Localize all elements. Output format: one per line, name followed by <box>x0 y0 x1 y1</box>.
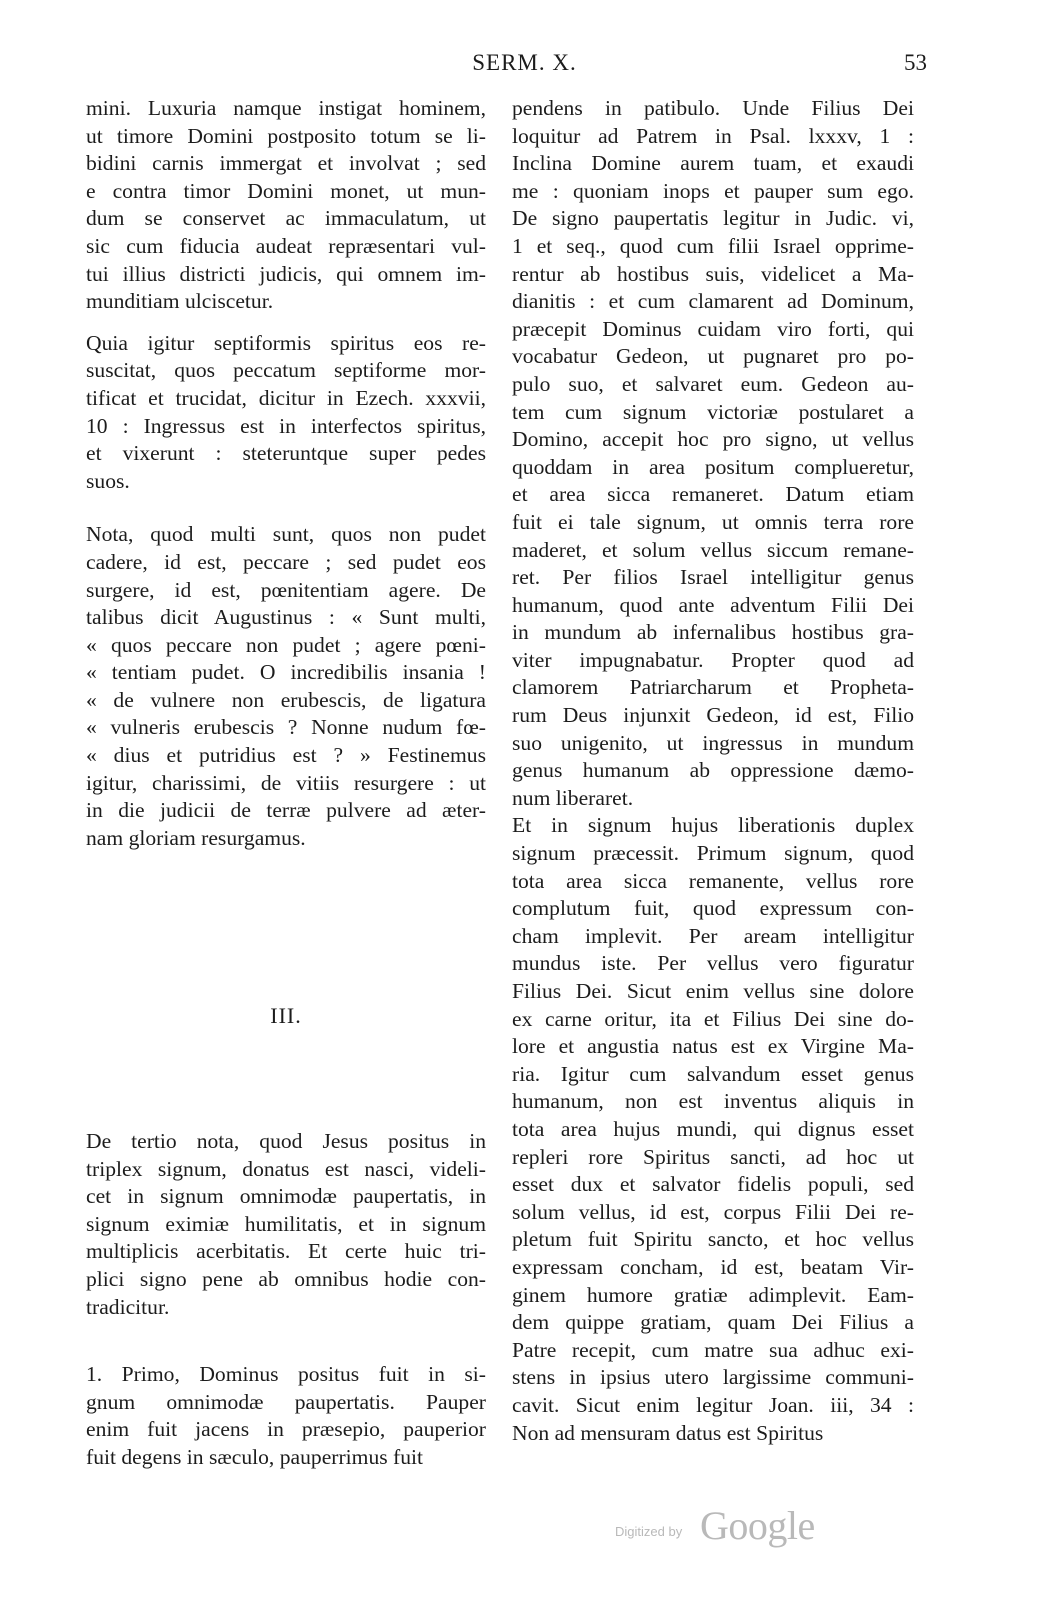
text-line: Non ad mensuram datus est Spiritus <box>512 1420 824 1445</box>
watermark-prefix: Digitized by <box>615 1524 683 1539</box>
text-line: igitur, charissimi, de vitiis resurgere : ut <box>86 770 486 795</box>
text-line: in die judicii de terræ pulvere ad æter- <box>86 798 486 823</box>
text-line: lore et angustia natus est ex Virgine Ma- <box>512 1034 914 1059</box>
text-line: expressam concham, id est, beatam Vir- <box>512 1254 914 1279</box>
text-line: « tentiam pudet. O incredibilis insania ! <box>86 660 486 685</box>
text-line: Patre recepit, cum matre sua adhuc exi- <box>512 1337 914 1362</box>
text-line: et vixerunt : steteruntque super pedes <box>86 441 486 466</box>
text-line: Inclina Domine aurem tuam, et exaudi <box>512 151 914 176</box>
text-line: bidini carnis immergat et involvat ; sed <box>86 151 486 176</box>
text-line: in mundum ab infernalibus hostibus gra- <box>512 620 914 645</box>
text-line: sic cum fiducia audeat repræsentari vul- <box>86 233 486 258</box>
text-line: pendens in patibulo. Unde Filius Dei <box>512 96 914 120</box>
text-line: e contra timor Domini monet, ut mun- <box>86 178 486 203</box>
watermark-brand-logo: Google <box>700 1503 815 1548</box>
text-line: Quia igitur septiformis spiritus eos re- <box>86 330 486 355</box>
paragraph <box>86 1361 486 1471</box>
text-line: stens in ipsius utero largissime communi- <box>512 1365 914 1390</box>
text-line: et area sicca remaneret. Datum etiam <box>512 482 914 507</box>
text-line: dianitis : et cum clamarent ad Dominum, <box>512 289 914 314</box>
text-line: signum præcessit. Primum signum, quod <box>512 841 914 866</box>
text-line: dem quippe gratiam, quam Dei Filius a <box>512 1310 914 1335</box>
text-line: tem cum signum victoriæ postularet a <box>512 399 914 424</box>
text-line: repleri rore Spiritus sancti, ad hoc ut <box>512 1144 914 1169</box>
text-line: maderet, et solum vellus siccum remane- <box>512 537 914 562</box>
text-line: Et in signum hujus liberationis duplex <box>512 813 914 838</box>
text-line: cavit. Sicut enim legitur Joan. iii, 34 : <box>512 1392 914 1417</box>
paragraph <box>86 95 486 316</box>
text-line: enim fuit jacens in præsepio, pauperior <box>86 1417 486 1442</box>
paragraph <box>86 521 486 852</box>
text-line: pletum fuit Spiritu sancto, et hoc vellus <box>512 1227 914 1252</box>
paragraph <box>512 812 914 1447</box>
text-line: « de vulnere non erubescis, de ligatura <box>86 687 486 712</box>
text-line: cadere, id est, peccare ; sed pudet eos <box>86 549 486 574</box>
text-line: complutum fuit, quod expressum con- <box>512 896 914 921</box>
text-line: num liberaret. <box>512 785 634 810</box>
text-line: pulo suo, et salvaret eum. Gedeon au- <box>512 371 914 396</box>
running-header: SERM. X. <box>472 50 577 75</box>
text-line: viter impugnabatur. Propter quod ad <box>512 647 914 672</box>
text-line: genus humanum ab oppressione dæmo- <box>512 758 914 783</box>
text-line: cham implevit. Per aream intelligitur <box>512 923 914 948</box>
text-line: vocabatur Gedeon, ut pugnaret pro po- <box>512 344 914 369</box>
text-line: tota area sicca remanente, vellus rore <box>512 868 914 893</box>
text-line: tificat et trucidat, dicitur in Ezech. xxxvii, <box>86 385 486 410</box>
text-line: munditiam ulciscetur. <box>86 289 274 314</box>
text-line: nam gloriam resurgamus. <box>86 825 306 850</box>
text-line: ut timore Domini postposito totum se li- <box>86 123 486 148</box>
text-line: loquitur ad Patrem in Psal. lxxxv, 1 : <box>512 123 914 148</box>
text-line: suo unigenito, ut ingressus in mundum <box>512 730 914 755</box>
text-line: mundus iste. Per vellus vero figuratur <box>512 951 914 976</box>
left-column <box>86 95 486 1472</box>
text-line: multiplicis acerbitatis. Et certe huic tri- <box>86 1239 486 1264</box>
text-line: surgere, id est, pœnitentiam agere. De <box>86 577 486 602</box>
text-line: fuit degens in sæculo, pauperrimus fuit <box>86 1444 424 1469</box>
text-line: humanum, quod ante adventum Filii Dei <box>512 592 914 617</box>
text-line: plici signo pene ab omnibus hodie con- <box>86 1267 486 1291</box>
text-line: dum se conservet ac immaculatum, ut <box>86 206 486 231</box>
text-line: Filius Dei. Sicut enim vellus sine dolore <box>512 979 914 1003</box>
text-line: suos. <box>86 468 130 493</box>
text-line: suscitat, quos peccatum septiforme mor- <box>86 358 486 383</box>
text-line: triplex signum, donatus est nasci, videli- <box>86 1156 486 1181</box>
text-line: solum vellus, id est, corpus Filii Dei re- <box>512 1199 914 1224</box>
text-line: mini. Luxuria namque instigat hominem, <box>86 96 486 120</box>
text-line: rentur ab hostibus suis, videlicet a Ma- <box>512 261 914 286</box>
section-number: III. <box>270 1003 302 1029</box>
text-line: quoddam in area positum complueretur, <box>512 454 914 479</box>
right-column <box>512 95 914 1447</box>
text-line: « quos peccare non pudet ; agere pœni- <box>86 632 486 657</box>
text-line: ret. Per filios Israel intelligitur genus <box>512 565 914 590</box>
text-line: « vulneris erubescis ? Nonne nudum fœ- <box>86 715 486 740</box>
text-line: gnum omnimodæ paupertatis. Pauper <box>86 1389 486 1414</box>
paragraph <box>512 95 914 812</box>
text-line: esset dux et salvator fidelis populi, sed <box>512 1172 914 1197</box>
text-line: præcepit Dominus cuidam viro forti, qui <box>512 316 914 341</box>
text-line: tradicitur. <box>86 1294 170 1319</box>
paragraph <box>86 1128 486 1321</box>
text-line: me : quoniam inops et pauper sum ego. <box>512 178 914 203</box>
text-line: 1 et seq., quod cum filii Israel opprime- <box>512 233 914 258</box>
text-line: De signo paupertatis legitur in Judic. vi, <box>512 206 914 231</box>
text-line: Nota, quod multi sunt, quos non pudet <box>86 522 486 547</box>
text-line: tui illius districti judicis, qui omnem im- <box>86 261 486 286</box>
text-line: 10 : Ingressus est in interfectos spiritus, <box>86 413 486 438</box>
text-line: ginem humore gratiæ adimplevit. Eam- <box>512 1282 914 1307</box>
page-number: 53 <box>904 50 927 75</box>
text-line: clamorem Patriarcharum et Propheta- <box>512 675 914 700</box>
text-line: Domino, accepit hoc pro signo, ut vellus <box>512 427 914 452</box>
text-line: De tertio nota, quod Jesus positus in <box>86 1129 486 1154</box>
text-line: signum eximiæ humilitatis, et in signum <box>86 1211 486 1236</box>
text-line: humanum, non est inventus aliquis in <box>512 1089 914 1114</box>
text-line: tota area hujus mundi, qui dignus esset <box>512 1116 914 1141</box>
text-line: cet in signum omnimodæ paupertatis, in <box>86 1184 486 1209</box>
text-line: « dius et putridius est ? » Festinemus <box>86 743 486 768</box>
digitization-watermark <box>615 1502 875 1552</box>
text-line: fuit ei tale signum, ut omnis terra rore <box>512 509 914 534</box>
text-line: rum Deus injunxit Gedeon, id est, Filio <box>512 703 914 728</box>
text-line: ex carne oritur, ita et Filius Dei sine do- <box>512 1006 914 1031</box>
text-line: talibus dicit Augustinus : « Sunt multi, <box>86 605 486 630</box>
text-line: ria. Igitur cum salvandum esset genus <box>512 1061 914 1086</box>
text-line: 1. Primo, Dominus positus fuit in si- <box>86 1362 486 1387</box>
paragraph <box>86 330 486 496</box>
